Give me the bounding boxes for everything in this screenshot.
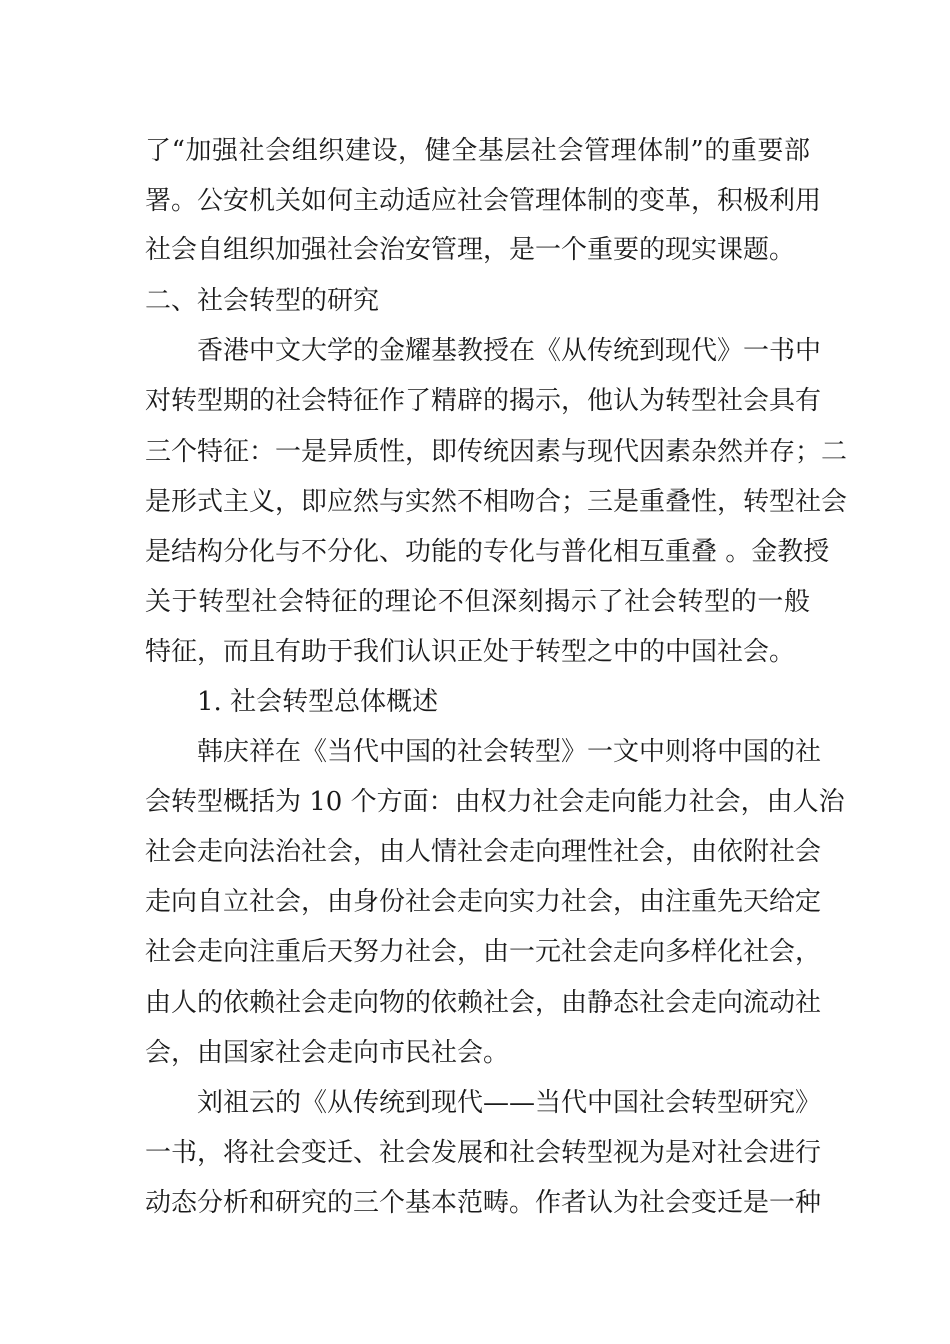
- paragraph-line: 刘祖云的《从传统到现代——当代中国社会转型研究》: [197, 1088, 822, 1118]
- paragraph-line: 香港中文大学的金耀基教授在《从传统到现代》一书中: [197, 336, 822, 366]
- paragraph-line: 社会走向法治社会，由人情社会走向理性社会，由依附社会: [145, 837, 822, 867]
- paragraph-line: 由人的依赖社会走向物的依赖社会，由静态社会走向流动社: [145, 988, 822, 1018]
- paragraph-line: 是结构分化与不分化、功能的专化与普化相互重叠 。金教授: [145, 537, 830, 567]
- paragraph-line: 韩庆祥在《当代中国的社会转型》一文中则将中国的社: [197, 737, 822, 767]
- paragraph-line: 是形式主义，即应然与实然不相吻合；三是重叠性，转型社会: [145, 487, 848, 517]
- paragraph-line: 会，由国家社会走向市民社会。: [145, 1038, 510, 1068]
- paragraph-line: 特征，而且有助于我们认识正处于转型之中的中国社会。: [145, 637, 796, 667]
- paragraph-line: 署。公安机关如何主动适应社会管理体制的变革，积极利用: [145, 186, 822, 216]
- paragraph-line: 动态分析和研究的三个基本范畴。作者认为社会变迁是一种: [145, 1188, 822, 1218]
- paragraph-line: 对转型期的社会特征作了精辟的揭示，他认为转型社会具有: [145, 386, 822, 416]
- paragraph-line: 社会走向注重后天努力社会，由一元社会走向多样化社会，: [145, 937, 822, 967]
- paragraph-line: 走向自立社会，由身份社会走向实力社会，由注重先天给定: [145, 887, 822, 917]
- paragraph-line: 关于转型社会特征的理论不但深刻揭示了社会转型的一般: [145, 587, 810, 617]
- paragraph-line: 了“加强社会组织建设，健全基层社会管理体制”的重要部: [145, 136, 810, 166]
- paragraph-line: 一书，将社会变迁、社会发展和社会转型视为是对社会进行: [145, 1138, 822, 1168]
- section-heading: 二、社会转型的研究: [145, 286, 380, 316]
- subsection-heading: 1. 社会转型总体概述: [197, 687, 439, 717]
- paragraph-line: 社会自组织加强社会治安管理，是一个重要的现实课题。: [145, 235, 796, 265]
- paragraph-line: 三个特征：一是异质性，即传统因素与现代因素杂然并存；二: [145, 437, 848, 467]
- paragraph-line: 会转型概括为 10 个方面：由权力社会走向能力社会，由人治: [145, 787, 845, 817]
